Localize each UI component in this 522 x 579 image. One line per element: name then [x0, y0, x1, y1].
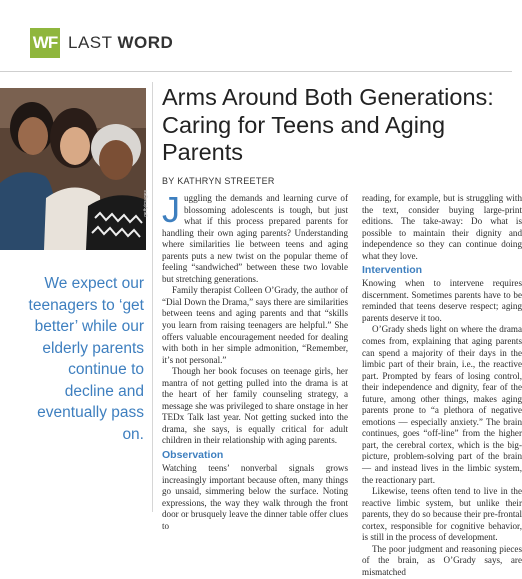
column-divider	[152, 82, 153, 512]
paragraph: Though her book focuses on teenage girls, her mantra of not getting pulled into the drama is at the heart of her family counseling strategy, a message she was privileged to share onstage in her TEDx Talk last year. Not getting sucked into the drama, she says, is equally critical for adult children in their relationship with aging parents.	[162, 366, 348, 446]
subhead-intervention: Intervention	[362, 264, 423, 277]
wf-logo: WF	[30, 28, 60, 58]
section-title-word2: WORD	[117, 33, 174, 52]
photo-credit: gettyimages	[143, 190, 149, 217]
paragraph: reading, for example, but is struggling with the text, consider buying large-print editions. The take-away: Do what is possible to maintain their dignity and independence so they can continue doing what they love.	[362, 193, 522, 261]
paragraph: Knowing when to intervene requires discernment. Sometimes parents have to be reminded that teens deserve respect; aging parents deserve it too.	[362, 278, 522, 323]
paragraph: The poor judgment and reasoning pieces of the brain, as O’Grady says, are mismatched	[362, 543, 522, 577]
subhead-observation: Observation	[162, 449, 224, 462]
article-byline: BY KATHRYN STREETER	[162, 176, 275, 186]
section-header	[30, 28, 173, 58]
paragraph: Family therapist Colleen O’Grady, the author of “Dial Down the Drama,” says there are similarities between teens and aging parents and that “skills you learn from raising teenagers are helpful.” She offers valuable encouragement needed for dealing with both in her simple admonition, “Remember, it’s not personal.”	[162, 285, 348, 365]
paragraph: O’Grady sheds light on where the drama comes from, explaining that aging parents can spend a majority of their days in the limbic part of their brain, i.e., the reactive part. Prompted by fears of losing control, their independence and dignity, fear of the future, among other things, makes aging parents prone to “a plethora of negative emotions — especially anxiety.” The brain continues, goes “off-line” from the higher part, the cerebral cortex, which is the big-picture, problem-solving part of the brain — and instead lives in the limbic system, the reactionary part.	[362, 324, 522, 485]
section-title-word1: LAST	[68, 33, 113, 52]
pull-quote: We expect our teenagers to ‘get better’ while our elderly parents continue to decline and eventually pass on.	[28, 275, 144, 443]
paragraph-text: uggling the demands and learning curve of blossoming adolescents is tough, but just what if this process prepared parents for handling their own aging parents? Understanding where similarities lie between teens and aging parents puts a new twist on the popular theme of feeling “sandwiched” between these two lovable but stretching generations.	[162, 193, 348, 284]
paragraph: Watching teens’ nonverbal signals grows increasingly important because often, many things go unsaid, simmering below the surface. Noting expressions, the way they walk through the front door or brusquely leave the dinner table offer clues to	[162, 463, 348, 531]
article-column-2	[362, 193, 522, 577]
paragraph	[162, 189, 348, 285]
drop-cap: J	[162, 189, 180, 230]
paragraph: Likewise, teens often tend to live in the reactive limbic system, but unlike their parents, they do so because their pre-frontal cortex, responsible for cognitive behavior, is still in the process of development.	[362, 486, 522, 543]
photo-illustration	[0, 88, 146, 250]
article-photo	[0, 88, 149, 250]
header-divider	[0, 71, 512, 72]
section-title	[68, 33, 173, 53]
article-column-1	[162, 189, 348, 531]
article-headline: Arms Around Both Generations: Caring for Teens and Aging Parents	[162, 84, 494, 165]
